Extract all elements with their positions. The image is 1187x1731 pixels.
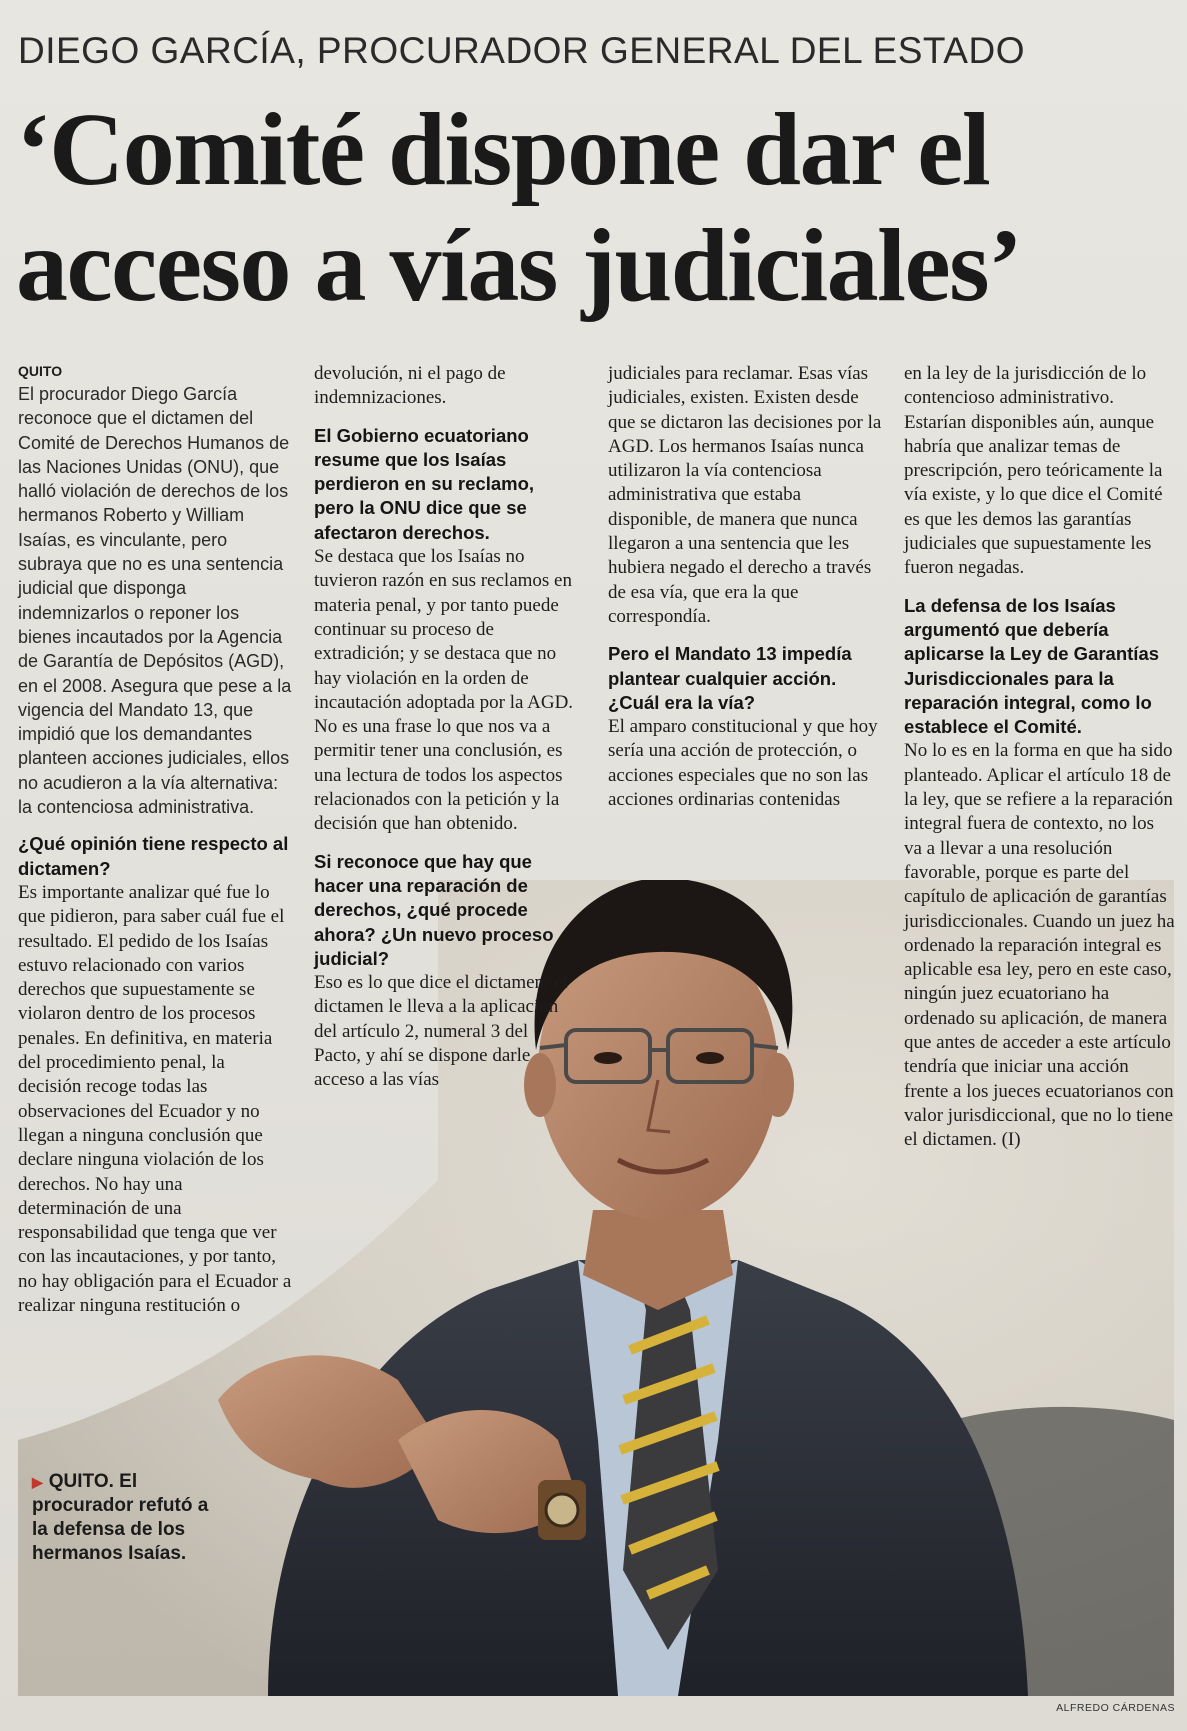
column-4 <box>904 362 1176 1153</box>
intro-paragraph: El procurador Diego García reconoce que el dictamen del Comité de Derechos Humanos de las Naciones Unidas (ONU), que halló violación de derechos de los hermanos Roberto y William Isaías, es vinculante, pero subraya que no es una sentencia judicial que disponga indemnizarlos o reponer los bienes incautados por la Agencia de Garantía de Depósitos (AGD), en el 2008. Asegura que pese a la vigencia del Mandato 13, que impidió que los demandantes planteen acciones judiciales, ellos no acudieron a la vía alternativa: la contenciosa administrativa. <box>18 384 292 818</box>
column-2 <box>314 362 576 1093</box>
column-2-continuation: devolución, ni el pago de indemnizaciones. <box>314 363 506 409</box>
question-1: ¿Qué opinión tiene respecto al dictamen? <box>18 833 289 879</box>
column-4-continuation: en la ley de la jurisdicción de lo contencioso administrativo. Estarían disponibles aún, aunque habría que analizar temas de prescripción, pero teóricamente la vía existe, y lo que dice el Comité es que les demos las garantías judiciales que supuestamente les fueron negadas. <box>904 363 1163 579</box>
question-2: El Gobierno ecuatoriano resume que los Isaías perdieron en su reclamo, pero la ONU dice que se afectaron derechos. <box>314 424 535 543</box>
photo-credit: ALFREDO CÁRDENAS <box>1056 1702 1175 1714</box>
caption-text: El procurador refutó a la defensa de los hermanos Isaías. <box>32 1471 209 1564</box>
column-3-continuation: judiciales para reclamar. Esas vías judiciales, existen. Existen desde que se dictaron las decisiones por la AGD. Los hermanos Isaías nunca utilizaron la vía contenciosa administrativa que estaba disponible, de manera que nunca llegaron a una sentencia que les hubiera negado el derecho a través de esa vía, que era la que correspondía. <box>608 363 882 627</box>
photo-caption <box>32 1470 222 1566</box>
answer-3: Eso es lo que dice el dictamen; el dictamen le lleva a la aplicación del artículo 2, numeral 3 del Pacto, y ahí se dispone darle acceso a las vías <box>314 972 568 1091</box>
headline: ‘Comité dispone dar el acceso a vías judiciales’ <box>16 92 1022 323</box>
answer-4: El amparo constitucional y que hoy sería una acción de protección, o acciones especiales que no son las acciones ordinarias contenidas <box>608 716 878 811</box>
column-1 <box>18 360 292 1318</box>
question-5: La defensa de los Isaías argumentó que debería aplicarse la Ley de Garantías Jurisdiccionales para la reparación integral, como lo establece el Comité. <box>904 594 1160 738</box>
question-3: Si reconoce que hay que hacer una reparación de derechos, ¿qué procede ahora? ¿Un nuevo proceso judicial? <box>314 850 554 969</box>
column-3 <box>608 362 888 812</box>
answer-5: No lo es en la forma en que ha sido planteado. Aplicar el artículo 18 de la ley, que se refiere a la reparación integral fuera de contexto, no los va a llevar a una resolución favorable, porque es parte del capítulo de aplicación de garantías jurisdiccionales. Cuando un juez ha ordenado la reparación integral es aplicable esa ley, pero en este caso, ningún juez ecuatoriano ha ordenado su aplicación, de manera que antes de acceder a este artículo tendría que iniciar una acción frente a los jueces ecuatorianos con valor jurisdiccional, que no lo tiene el dictamen. (I) <box>904 740 1175 1151</box>
dateline: QUITO <box>18 363 63 379</box>
kicker: DIEGO GARCÍA, PROCURADOR GENERAL DEL ESTADO <box>18 30 1025 71</box>
caption-lead: QUITO. <box>48 1471 114 1492</box>
question-4: Pero el Mandato 13 impedía plantear cualquier acción. ¿Cuál era la vía? <box>608 643 852 713</box>
answer-1: Es importante analizar qué fue lo que pidieron, para saber cuál fue el resultado. El pedido de los Isaías estuvo relacionado con varios derechos que supuestamente se violaron dentro de los procesos penales. En definitiva, en materia del procedimiento penal, la decisión recoge todas las observaciones del Ecuador y no llegan a ninguna conclusión que declare ninguna violación de los derechos. No hay una determinación de una responsabilidad que tenga que ver con las incautaciones, y por tanto, no hay obligación para el Ecuador a realizar ninguna restitución o <box>18 881 292 1316</box>
caption-arrow-icon: ▶ <box>32 1474 43 1490</box>
answer-2: Se destaca que los Isaías no tuvieron razón en sus reclamos en materia penal, y por tanto puede continuar su proceso de extradición; y se destaca que no hay violación en la orden de incautación adoptada por la AGD. No es una frase lo que nos va a permitir tener una conclusión, es una lectura de todos los aspectos relacionados con la petición y la decisión que han obtenido. <box>314 546 574 835</box>
